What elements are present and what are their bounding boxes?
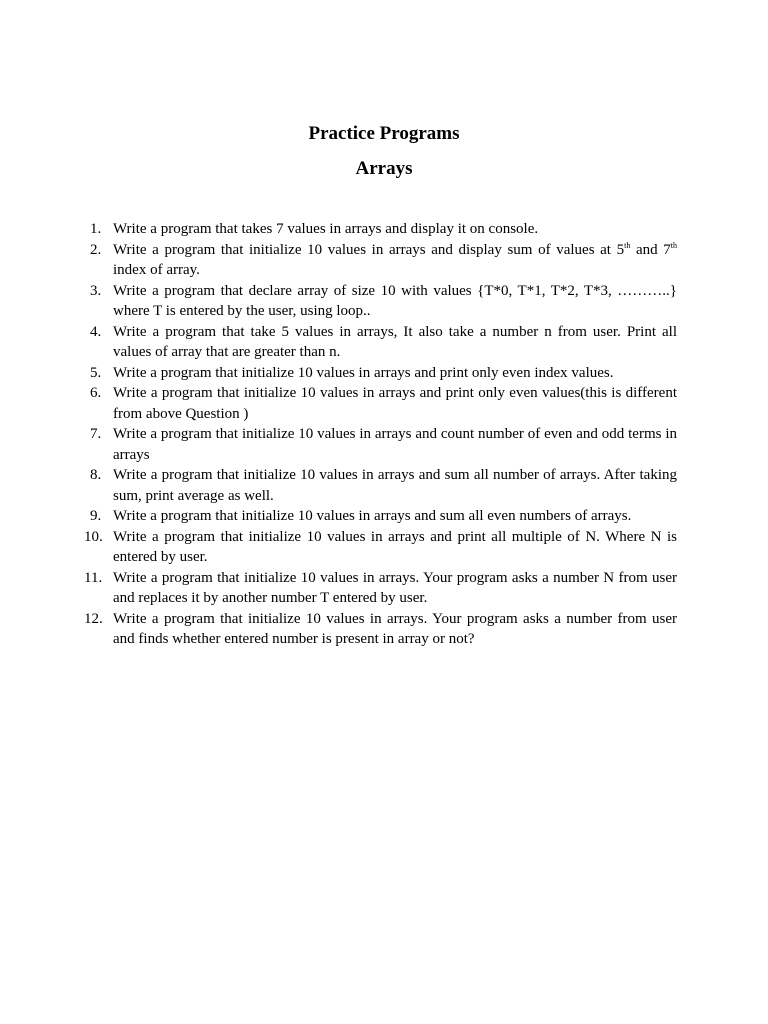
problem-item-3 (84, 281, 677, 322)
problem-text-part: index of array. (113, 262, 200, 278)
problem-number: 2. (90, 241, 102, 258)
problem-item-1 (84, 219, 677, 240)
problem-item-12 (84, 609, 677, 650)
problem-text: Write a program that initialize 10 values in arrays and count number of even and odd terms in arrays (113, 426, 677, 463)
problem-item-5 (84, 363, 677, 384)
problem-item-9 (84, 506, 677, 527)
problem-number: 6. (90, 385, 102, 401)
problem-item-8 (84, 465, 677, 506)
problem-text: Write a program that initialize 10 values in arrays and print only even values(this is different from above Question ) (113, 385, 677, 422)
problem-item-11 (84, 568, 677, 609)
problem-number: 3. (90, 282, 102, 299)
problem-number: 7. (90, 426, 102, 442)
problem-number: 11. (84, 569, 103, 586)
problem-item-10 (84, 527, 677, 568)
problem-number: 5. (90, 364, 102, 381)
problem-number: 12. (84, 610, 103, 627)
problem-number: 10. (84, 528, 103, 545)
problem-item-6 (84, 383, 677, 424)
problem-text: Write a program that declare array of size 10 with values {T*0, T*1, T*2, T*3, ………..} where T is entered by the user, using loop.. (113, 282, 677, 319)
problem-item-7 (84, 424, 677, 465)
problem-number: 4. (90, 323, 102, 340)
problem-text: Write a program that initialize 10 values in arrays and sum all even numbers of arrays. (113, 508, 632, 524)
ordinal-superscript: th (624, 240, 631, 250)
problem-item-4 (84, 322, 677, 363)
document-subtitle: Arrays (355, 158, 413, 179)
problem-number: 9. (90, 508, 102, 524)
problem-text-part: Write a program that initialize 10 values in arrays and display sum of values at 5 (113, 241, 625, 258)
problem-item-2 (84, 240, 677, 281)
problem-text: Write a program that take 5 values in arrays, It also take a number n from user. Print all values of array that are greater than n. (113, 323, 677, 360)
problem-list (84, 219, 677, 650)
problem-number: 1. (90, 221, 102, 237)
problem-text: Write a program that initialize 10 values in arrays. Your program asks a number from user and finds whether entered number is present in array or not? (113, 610, 677, 647)
problem-text: Write a program that initialize 10 values in arrays and sum all number of arrays. After taking sum, print average as well. (113, 467, 677, 504)
problem-text: Write a program that initialize 10 values in arrays. Your program asks a number N from user and replaces it by another number T entered by user. (113, 569, 677, 606)
problem-text: Write a program that initialize 10 values in arrays and print all multiple of N. Where N is entered by user. (113, 528, 677, 565)
problem-text: Write a program that initialize 10 values in arrays and print only even index values. (113, 364, 614, 381)
document-title: Practice Programs (308, 123, 460, 144)
problem-text: Write a program that takes 7 values in arrays and display it on console. (113, 221, 539, 237)
ordinal-superscript: th (670, 240, 677, 250)
problem-number: 8. (90, 467, 102, 483)
problem-text-part: and 7 (630, 241, 671, 258)
